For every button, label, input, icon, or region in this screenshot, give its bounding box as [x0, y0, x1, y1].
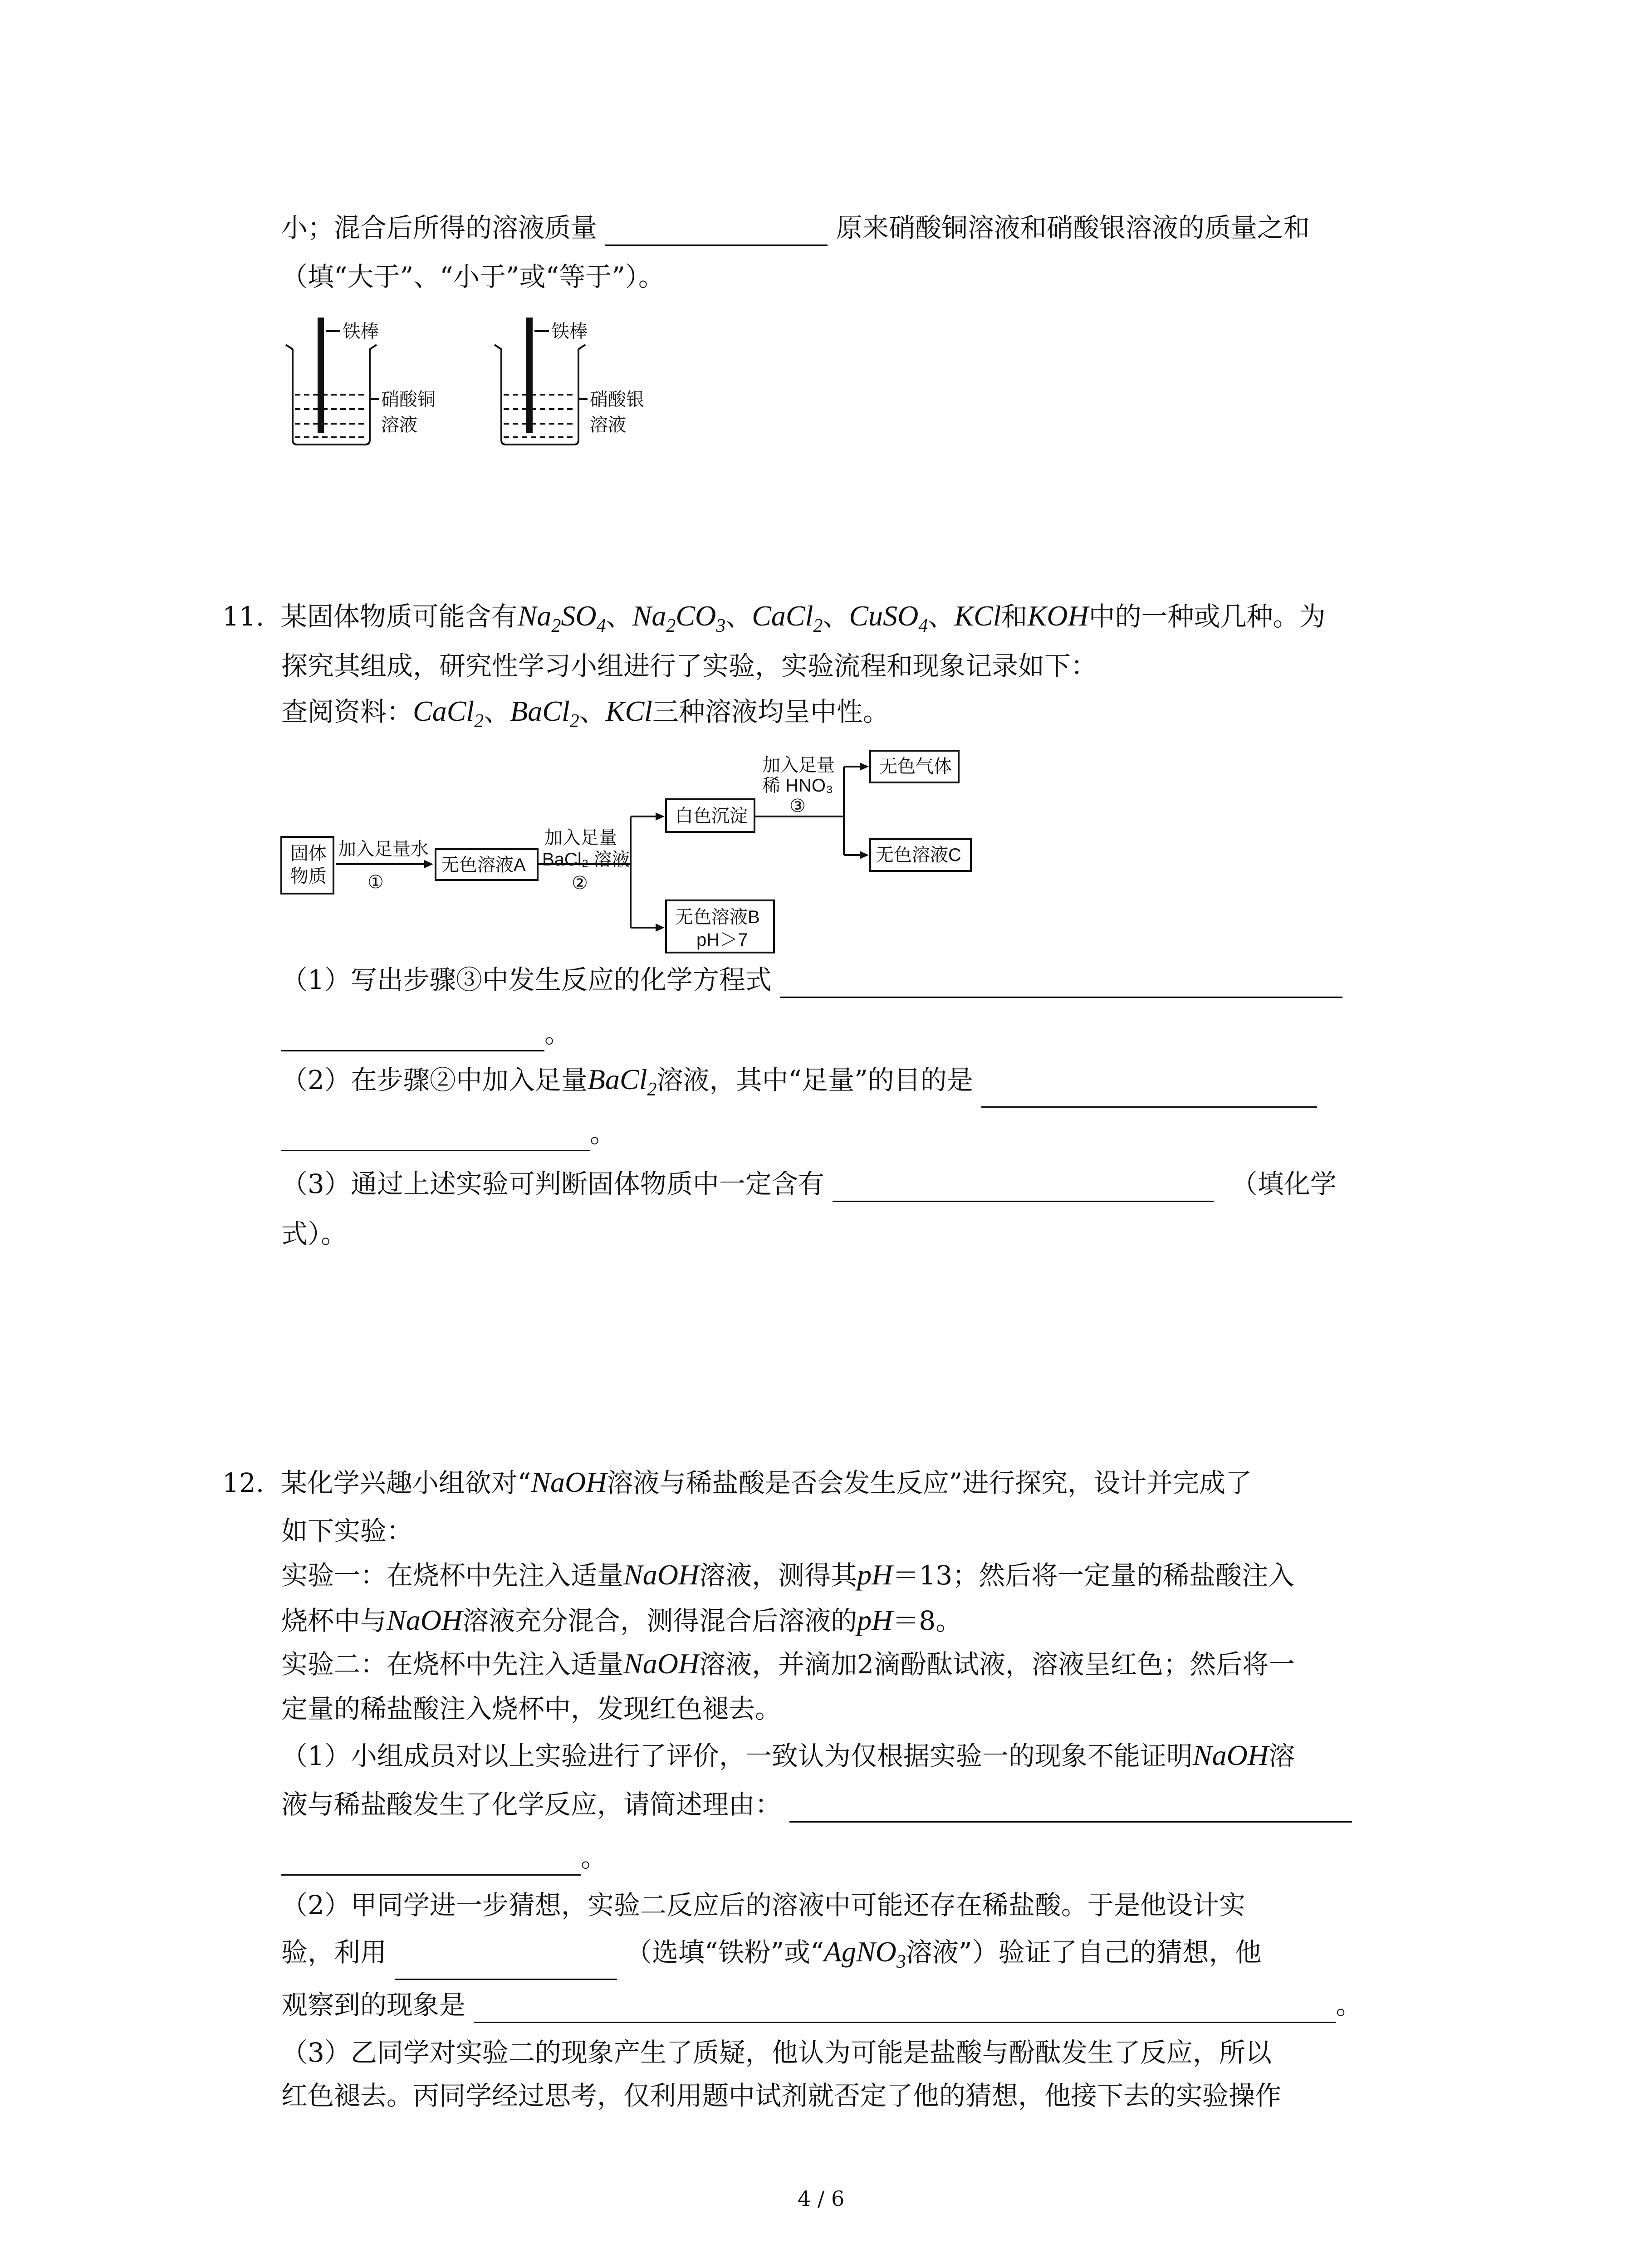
- q12-part1-line2: 液与稀盐酸发生了化学反应，请简述理由：: [281, 1786, 1352, 1823]
- q12-number: 12.: [222, 1467, 265, 1498]
- svg-text:铁棒: 铁棒: [551, 322, 588, 342]
- q11-line1: 11. 某固体物质可能含有$Na_2SO_4$、$Na_2CO_3$、CaCl$_2$、CuSO$_4$、KCl和KOH中的一种或几种。为: [222, 600, 1326, 636]
- svg-text:硝酸银: 硝酸银: [590, 390, 644, 410]
- q11-part2: （2）在步骤②中加入足量BaCl$_2$溶液，其中“足量”的目的是: [281, 1061, 1317, 1108]
- q11-flowchart: [272, 744, 1021, 957]
- q11-blank-formula[interactable]: [833, 1169, 1214, 1202]
- q12-blank-reason[interactable]: [789, 1789, 1352, 1823]
- q11-line2: 探究其组成，研究性学习小组进行了实验，实验流程和现象记录如下：: [281, 650, 1097, 681]
- q12-blank-phenomenon[interactable]: [474, 1990, 1336, 2023]
- q11-blank-equation[interactable]: [780, 965, 1342, 998]
- q11-part2-cont: 。: [281, 1115, 616, 1151]
- q12-line4: 烧杯中与NaOH溶液充分混合，测得混合后溶液的pH＝8。: [281, 1604, 962, 1636]
- svg-text:加入足量: 加入足量: [544, 828, 617, 848]
- svg-text:溶液: 溶液: [590, 415, 626, 435]
- svg-text:加入足量水: 加入足量水: [338, 839, 429, 859]
- q11-number: 11.: [222, 601, 265, 632]
- q12-part3-line2: 红色褪去。丙同学经过思考，仅利用题中试剂就否定了他的猜想，他接下去的实验操作: [281, 2080, 1282, 2111]
- svg-text:pH＞7: pH＞7: [696, 930, 748, 950]
- q11-blank-purpose[interactable]: [981, 1075, 1317, 1108]
- q11-part3-cont: 式）。: [281, 1218, 348, 1249]
- q12-blank-reagent[interactable]: [395, 1947, 617, 1980]
- q12-line6: 定量的稀盐酸注入烧杯中，发现红色褪去。: [281, 1693, 782, 1724]
- q12-part2-line2: 验，利用 （选填“铁粉”或“AgNO$_3$溶液”）验证了自己的猜想，他: [281, 1934, 1262, 1980]
- q10-line2: （填“大于”、“小于”或“等于”）。: [281, 261, 665, 292]
- svg-text:无色气体: 无色气体: [879, 757, 952, 777]
- q10-beaker-figure: [272, 308, 681, 458]
- q11-blank-purpose-cont[interactable]: [281, 1118, 590, 1151]
- svg-text:稀 HNO₃: 稀 HNO₃: [762, 776, 833, 796]
- svg-text:溶液: 溶液: [381, 415, 417, 435]
- svg-text:无色溶液C: 无色溶液C: [876, 845, 961, 865]
- q12-line2: 如下实验：: [281, 1515, 413, 1546]
- page-number: 4 / 6: [798, 2186, 845, 2211]
- svg-text:①: ①: [367, 872, 384, 892]
- svg-text:无色溶液B: 无色溶液B: [675, 907, 760, 927]
- q11-blank-equation-cont[interactable]: [281, 1018, 544, 1051]
- q11-line3: 查阅资料：CaCl$_2$、BaCl$_2$、KCl三种溶液均呈中性。: [281, 695, 889, 732]
- iron-rod-1: [318, 318, 324, 433]
- q12-part3: （3）乙同学对实验二的现象产生了质疑，他认为可能是盐酸与酚酞发生了反应，所以: [281, 2037, 1272, 2068]
- iron-rod-2: [526, 318, 533, 433]
- svg-text:②: ②: [572, 873, 588, 893]
- q11-part1-cont: 。: [281, 1015, 571, 1051]
- beaker-1: [286, 318, 436, 445]
- q12-part2-line3: 观察到的现象是 。: [281, 1987, 1362, 2023]
- svg-text:物质: 物质: [290, 866, 327, 886]
- svg-text:白色沉淀: 白色沉淀: [675, 806, 748, 826]
- svg-text:固体: 固体: [290, 844, 327, 864]
- svg-text:③: ③: [789, 796, 806, 816]
- q12-line3: 实验一：在烧杯中先注入适量NaOH溶液，测得其pH＝13；然后将一定量的稀盐酸注入: [281, 1559, 1295, 1591]
- q12-part1: （1）小组成员对以上实验进行了评价，一致认为仅根据实验一的现象不能证明NaOH溶: [281, 1739, 1295, 1771]
- beaker-2: [495, 318, 644, 445]
- svg-text:硝酸铜: 硝酸铜: [381, 390, 436, 410]
- q12-line1: 12. 某化学兴趣小组欲对“NaOH溶液与稀盐酸是否会发生反应”进行探究，设计并完成了: [222, 1466, 1252, 1498]
- q12-part1-cont: 。: [281, 1839, 607, 1876]
- svg-text:无色溶液A: 无色溶液A: [441, 855, 526, 875]
- svg-text:BaCl₂ 溶液: BaCl₂ 溶液: [542, 850, 630, 870]
- svg-text:铁棒: 铁棒: [343, 322, 379, 342]
- q11-part1: （1）写出步骤③中发生反应的化学方程式: [281, 962, 1342, 998]
- q12-line5: 实验二：在烧杯中先注入适量NaOH溶液，并滴加2滴酚酞试液，溶液呈红色；然后将一: [281, 1647, 1295, 1680]
- q11-part3: （3）通过上述实验可判断固体物质中一定含有 （填化学: [281, 1166, 1337, 1202]
- q12-blank-reason-cont[interactable]: [281, 1843, 581, 1876]
- q10-line1: 小；混合后所得的溶液质量 原来硝酸铜溶液和硝酸银溶液的质量之和: [281, 210, 1310, 246]
- q10-blank-mass[interactable]: [605, 213, 828, 246]
- q12-part2: （2）甲同学进一步猜想，实验二反应后的溶液中可能还存在稀盐酸。于是他设计实: [281, 1890, 1245, 1921]
- svg-text:加入足量: 加入足量: [762, 755, 835, 775]
